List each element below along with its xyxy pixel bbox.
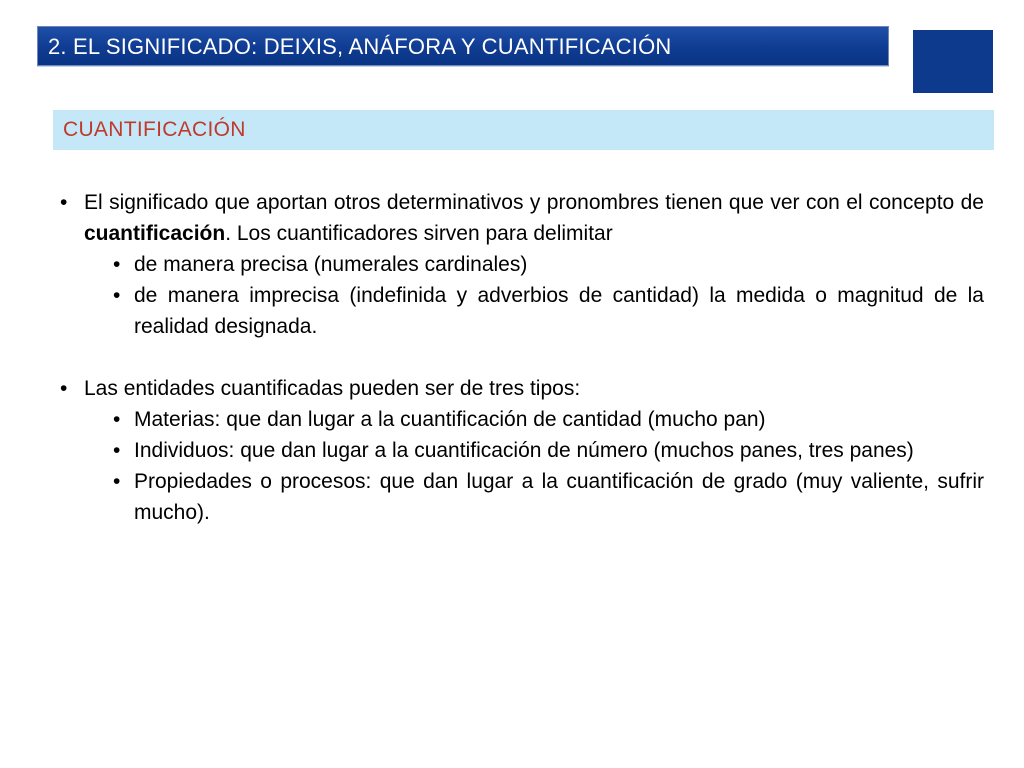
paragraph-spacer [58,342,984,373]
sub-bullet-item [58,466,984,528]
sub-bullet-icon: • [113,470,121,493]
sub-bullet-icon: • [113,439,121,462]
sub-bullet-text: de manera precisa (numerales cardinales) [134,253,528,276]
sub-bullet-text: Individuos: que dan lugar a la cuantificación de número (muchos panes, tres panes) [134,439,914,462]
sub-bullet-text: Propiedades o procesos: que dan lugar a la cuantificación de grado (muy valiente, sufrir mucho). [134,470,984,524]
section-title: CUANTIFICACIÓN [63,118,246,141]
decorative-square [913,30,993,93]
bold-term: cuantificación [84,222,226,245]
sub-bullet-text: de manera imprecisa (indefinida y adverbios de cantidad) la medida o magnitud de la realidad designada. [134,284,984,338]
bullet-item [58,373,984,404]
sub-bullet-icon: • [113,408,121,431]
sub-bullet-item [58,280,984,342]
sub-bullet-item [58,249,984,280]
bullet-text: Las entidades cuantificadas pueden ser de tres tipos: [84,377,581,400]
slide-title-bar [37,26,889,66]
bullet-item [58,187,984,249]
section-header-bar [53,110,994,150]
bullet-icon: • [60,377,68,400]
sub-bullet-item [58,435,984,466]
bullet-text-before: El significado que aportan otros determinativos y pronombres tienen que ver con el concepto de [84,191,984,214]
bullet-icon: • [60,191,68,214]
sub-bullet-item [58,404,984,435]
bullet-text-after: . Los cuantificadores sirven para delimitar [225,222,613,245]
sub-bullet-icon: • [113,284,121,307]
slide-body [58,187,984,528]
sub-bullet-icon: • [113,253,121,276]
sub-bullet-text: Materias: que dan lugar a la cuantificación de cantidad (mucho pan) [134,408,766,431]
slide-title: 2. EL SIGNIFICADO: DEIXIS, ANÁFORA Y CUANTIFICACIÓN [48,34,672,59]
